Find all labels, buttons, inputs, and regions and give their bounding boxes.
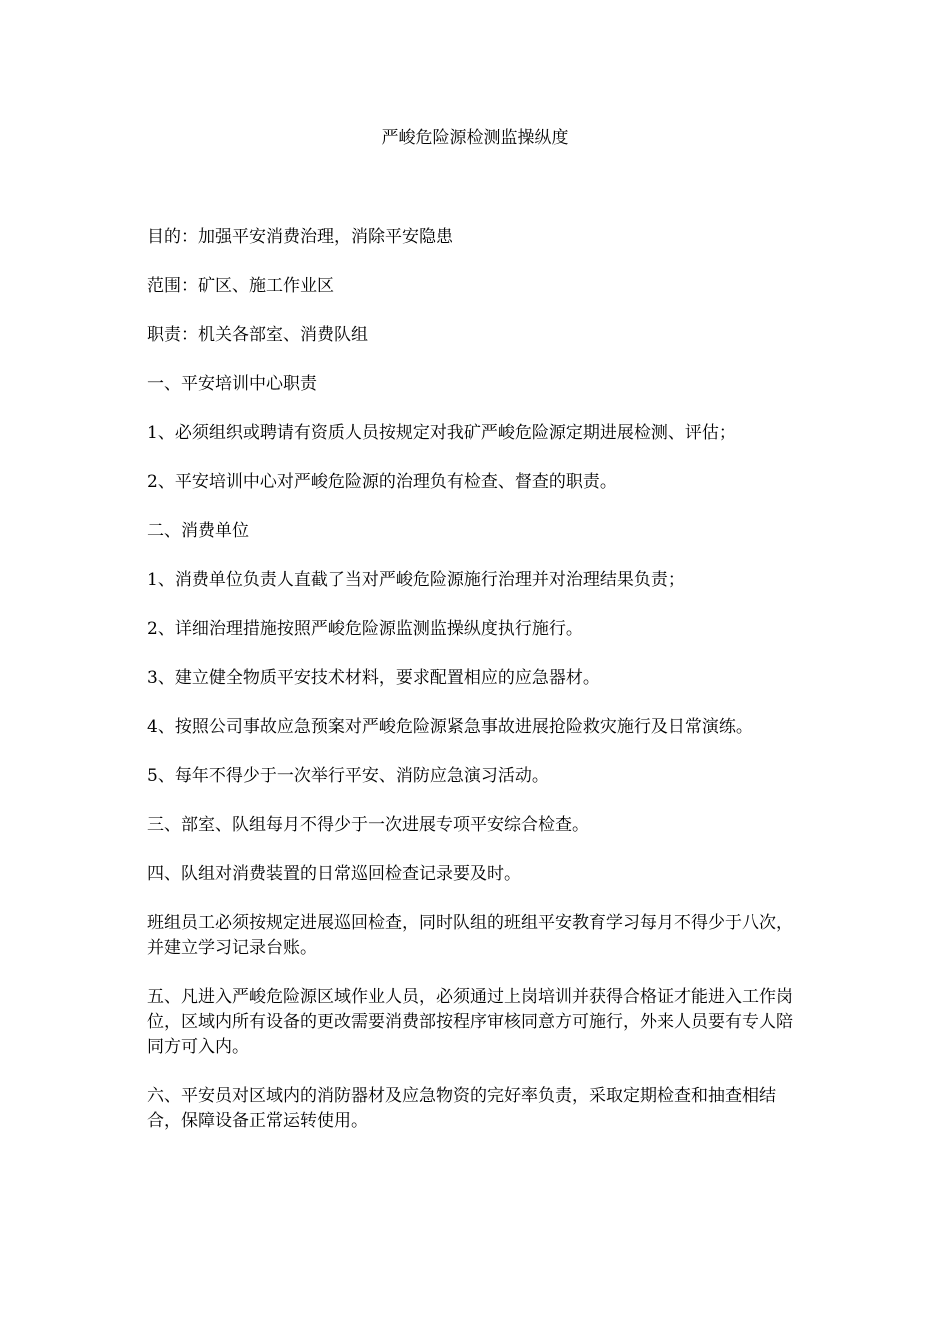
section-heading-1: 一、平安培训中心职责 <box>147 374 317 394</box>
section-heading-6: 六、平安员对区域内的消防器材及应急物资的完好率负责，采取定期检查和抽查相结合，保障设备正常运转使用。 <box>147 1086 776 1131</box>
section-heading-3: 三、部室、队组每月不得少于一次进展专项平安综合检查。 <box>147 815 589 835</box>
document-title: 严峻危险源检测监操纵度 <box>381 128 569 148</box>
list-item: 2、详细治理措施按照严峻危险源监测监操纵度执行施行。 <box>147 619 583 639</box>
list-item: 4、按照公司事故应急预案对严峻危险源紧急事故进展抢险救灾施行及日常演练。 <box>147 717 753 737</box>
paragraph-purpose: 目的：加强平安消费治理，消除平安隐患 <box>147 227 453 247</box>
section-heading-4: 四、队组对消费装置的日常巡回检查记录要及时。 <box>147 864 521 884</box>
list-item: 1、消费单位负责人直截了当对严峻危险源施行治理并对治理结果负责； <box>147 570 685 590</box>
list-item: 3、建立健全物质平安技术材料，要求配置相应的应急器材。 <box>147 668 600 688</box>
section-heading-5: 五、凡进入严峻危险源区域作业人员，必须通过上岗培训并获得合格证才能进入工作岗位，区域内所有设备的更改需要消费部按程序审核同意方可施行，外来人员要有专人陪同方可入内。 <box>147 987 793 1057</box>
paragraph-team-patrol: 班组员工必须按规定进展巡回检查，同时队组的班组平安教育学习每月不得少于八次，并建立学习记录台账。 <box>147 913 793 958</box>
list-item: 5、每年不得少于一次举行平安、消防应急演习活动。 <box>147 766 549 786</box>
list-item: 1、必须组织或聘请有资质人员按规定对我矿严峻危险源定期进展检测、评估； <box>147 423 736 443</box>
paragraph-duties: 职责：机关各部室、消费队组 <box>147 325 368 345</box>
section-heading-2: 二、消费单位 <box>147 521 249 541</box>
paragraph-scope: 范围：矿区、施工作业区 <box>147 276 334 296</box>
list-item: 2、平安培训中心对严峻危险源的治理负有检查、督查的职责。 <box>147 472 617 492</box>
document-body <box>147 225 807 1158</box>
